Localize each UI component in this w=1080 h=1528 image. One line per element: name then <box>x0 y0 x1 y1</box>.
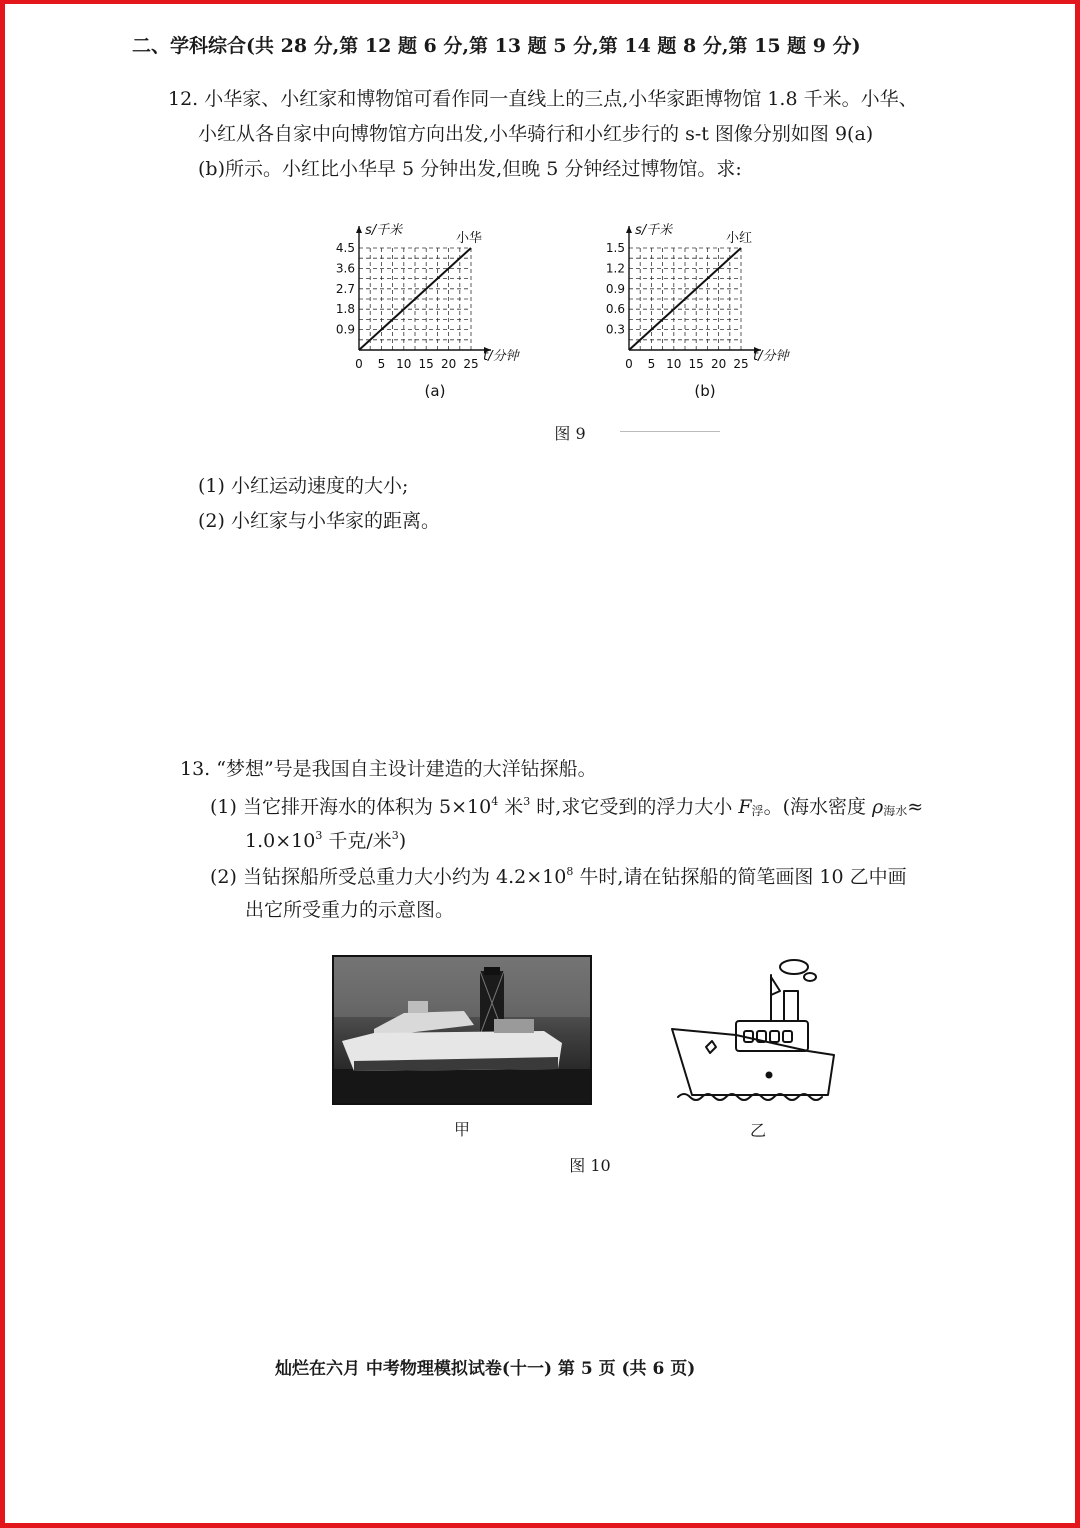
figure-10-label-yi: 乙 <box>749 1121 766 1140</box>
x-tick-label: 5 <box>647 357 656 371</box>
panel-label: (a) <box>424 382 446 400</box>
panel-label: (b) <box>694 382 716 400</box>
q13-line-1: 13. “梦想”号是我国自主设计建造的大洋钻探船。 <box>180 758 597 780</box>
x-tick-label: 15 <box>688 357 704 371</box>
page-footer: 灿烂在六月 中考物理模拟试卷(十一) 第 5 页 (共 6 页) <box>275 1359 696 1379</box>
x-tick-label: 25 <box>733 357 749 371</box>
chart-a <box>325 208 545 408</box>
q12-line-2: 小红从各自家中向博物馆方向出发,小华骑行和小红步行的 s-t 图像分别如图 9(a) <box>198 123 874 145</box>
ship-sketch <box>668 955 840 1105</box>
section-title: 二、学科综合(共 28 分,第 12 题 6 分,第 13 题 5 分,第 14 题 8 分,第 15 题 9 分) <box>132 35 861 57</box>
x-tick-label: 0 <box>625 357 633 371</box>
q13-sub-2-line-2: 出它所受重力的示意图。 <box>245 899 455 921</box>
y-tick-label: 3.6 <box>335 261 355 276</box>
x-tick-label: 10 <box>396 357 412 371</box>
q12-line-1: 12. 小华家、小红家和博物馆可看作同一直线上的三点,小华家距博物馆 1.8 千米。小华、 <box>168 88 918 110</box>
x-tick-label: 10 <box>666 357 682 371</box>
x-axis-label: t/分钟 <box>483 349 519 364</box>
y-tick-label: 0.9 <box>335 322 355 337</box>
x-axis-label: t/分钟 <box>753 349 789 364</box>
y-tick-label: 4.5 <box>335 241 355 255</box>
q12-line-3: (b)所示。小红比小华早 5 分钟出发,但晚 5 分钟经过博物馆。求: <box>198 158 742 180</box>
x-tick-label: 25 <box>463 357 479 371</box>
y-axis-arrow <box>626 226 632 233</box>
series-label: 小华 <box>455 231 483 246</box>
y-axis-label: s/千米 <box>365 223 403 238</box>
y-tick-label: 1.5 <box>605 241 625 255</box>
figure-9-caption: 图 9 <box>520 421 620 444</box>
y-axis-label: s/千米 <box>635 223 673 238</box>
q13-sub-2-line-1: (2) 当钻探船所受总重力大小约为 $4.2\times 10^8$ 牛时,请在钻探船的简笔画图 10 乙中画 <box>210 865 907 888</box>
drilling-ship-silhouette <box>334 957 590 1103</box>
figure-10-label-jia: 甲 <box>453 1120 470 1139</box>
x-tick-label: 5 <box>377 357 386 371</box>
y-tick-label: 1.2 <box>605 261 625 276</box>
q13-sub-1-line-1: (1) 当它排开海水的体积为 $5\times 10^4$ 米$^3$ 时,求它受到的浮力大小 F浮。(海水密度 ρ海水≈ <box>210 795 924 818</box>
x-tick-label: 20 <box>440 357 457 371</box>
figure-10-caption: 图 10 <box>569 1156 611 1175</box>
q12-sub-2: (2) 小红家与小华家的距离。 <box>198 510 440 532</box>
y-tick-label: 0.3 <box>605 322 625 337</box>
series-label: 小红 <box>725 231 753 246</box>
y-tick-label: 0.6 <box>605 302 625 317</box>
y-tick-label: 1.8 <box>335 302 355 317</box>
y-tick-label: 0.9 <box>605 281 625 296</box>
chart-b <box>595 208 815 408</box>
q12-sub-1: (1) 小红运动速度的大小; <box>198 475 409 497</box>
y-axis-arrow <box>356 226 362 233</box>
x-tick-label: 15 <box>418 357 434 371</box>
x-tick-label: 0 <box>355 357 363 371</box>
q13-sub-1-line-2: $1.0\times 10^3$ 千克/米$^3$) <box>245 829 407 852</box>
drilling-ship-photo <box>332 955 592 1105</box>
x-tick-label: 20 <box>710 357 727 371</box>
y-tick-label: 2.7 <box>335 281 355 296</box>
